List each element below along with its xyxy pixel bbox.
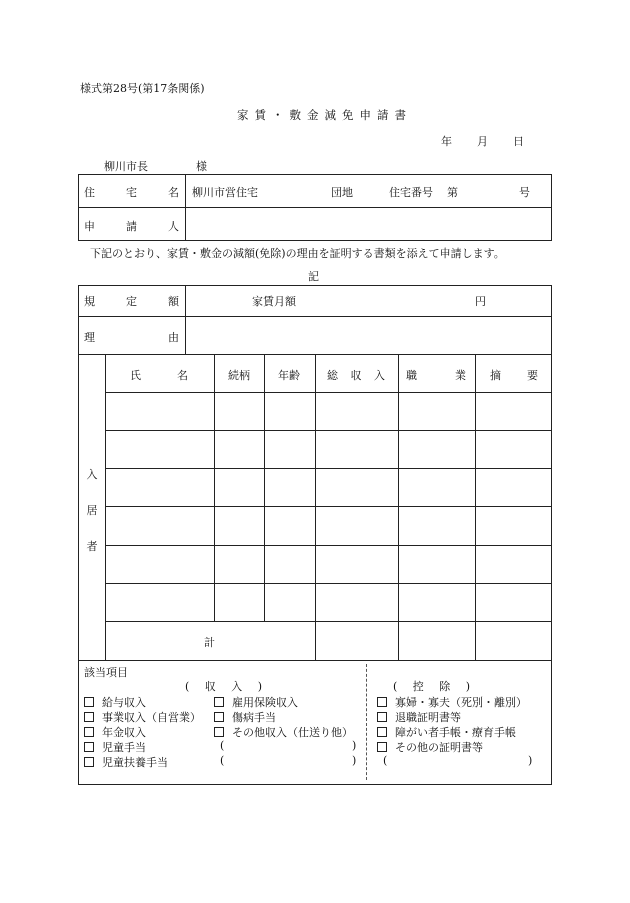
rent-yen: 円 [475, 295, 486, 308]
addressee-name: 柳川市長 [104, 160, 148, 173]
deduction-checkbox-4[interactable]: その他の証明書等 [377, 739, 483, 755]
form-title: 家賃・敷金減免申請書 [237, 108, 412, 122]
other-income-paren-open-2: ( [220, 754, 225, 767]
header-remarks: 摘 要 [490, 369, 538, 382]
house-number-dai: 第 [447, 186, 458, 199]
header-age: 年齢 [278, 369, 300, 382]
deduction-checkbox-1[interactable]: 寡婦・寡夫（死別・離別） [377, 694, 527, 710]
header-income: 総 収 入 [327, 369, 385, 382]
other-income-paren-open: ( [220, 739, 225, 752]
deduction-checkbox-2[interactable]: 退職証明書等 [377, 709, 461, 725]
income-checkbox-1[interactable]: 給与収入 [84, 694, 146, 710]
header-occupation: 職 業 [406, 369, 466, 382]
addressee-honorific: 様 [196, 160, 207, 173]
date-year: 年 [441, 135, 452, 148]
rent-monthly-label: 家賃月額 [252, 295, 296, 308]
income-checkbox-6[interactable]: 雇用保険収入 [214, 694, 298, 710]
reason-label: 理 由 [84, 331, 179, 344]
income-checkbox-5[interactable]: 児童扶養手当 [84, 754, 168, 770]
applicant-label: 申 請 人 [84, 220, 179, 233]
address-danchi: 団地 [331, 186, 353, 199]
house-number-go: 号 [519, 186, 530, 199]
address-label: 住 宅 名 [84, 186, 179, 199]
income-checkbox-4[interactable]: 児童手当 [84, 739, 146, 755]
total-label: 計 [204, 636, 215, 649]
residents-label-2: 居 [86, 504, 98, 517]
deduction-checkbox-3[interactable]: 障がい者手帳・療育手帳 [377, 724, 516, 740]
residents-label-1: 入 [86, 468, 98, 481]
statement: 下記のとおり、家賃・敷金の減額(免除)の理由を証明する書類を添えて申請します。 [90, 247, 505, 260]
income-checkbox-3[interactable]: 年金収入 [84, 724, 146, 740]
income-heading: ( 収 入 ) [185, 680, 269, 693]
other-income-paren-close-2: ) [352, 754, 357, 767]
residents-label-3: 者 [86, 540, 98, 553]
other-cert-paren-close: ) [528, 754, 533, 767]
income-checkbox-8[interactable]: その他収入（仕送り他） [214, 724, 353, 740]
items-heading: 該当項目 [84, 666, 128, 679]
address-value[interactable]: 柳川市営住宅 [192, 186, 258, 199]
other-income-paren-close: ) [352, 739, 357, 752]
income-checkbox-2[interactable]: 事業収入（自営業） [84, 709, 201, 725]
date-day: 日 [513, 135, 524, 148]
income-checkbox-7[interactable]: 傷病手当 [214, 709, 276, 725]
header-relation: 続柄 [228, 369, 250, 382]
house-number-label: 住宅番号 [389, 186, 433, 199]
reason-value-field[interactable] [192, 329, 542, 343]
date-month: 月 [477, 135, 488, 148]
deduction-heading: ( 控 除 ) [393, 680, 477, 693]
ki-mark: 記 [308, 270, 319, 283]
applicant-value-field[interactable] [192, 218, 542, 232]
rent-label: 規 定 額 [84, 295, 179, 308]
header-name: 氏 名 [130, 369, 188, 382]
form-number: 様式第28号(第17条関係) [80, 82, 205, 95]
other-cert-paren-open: ( [383, 754, 388, 767]
